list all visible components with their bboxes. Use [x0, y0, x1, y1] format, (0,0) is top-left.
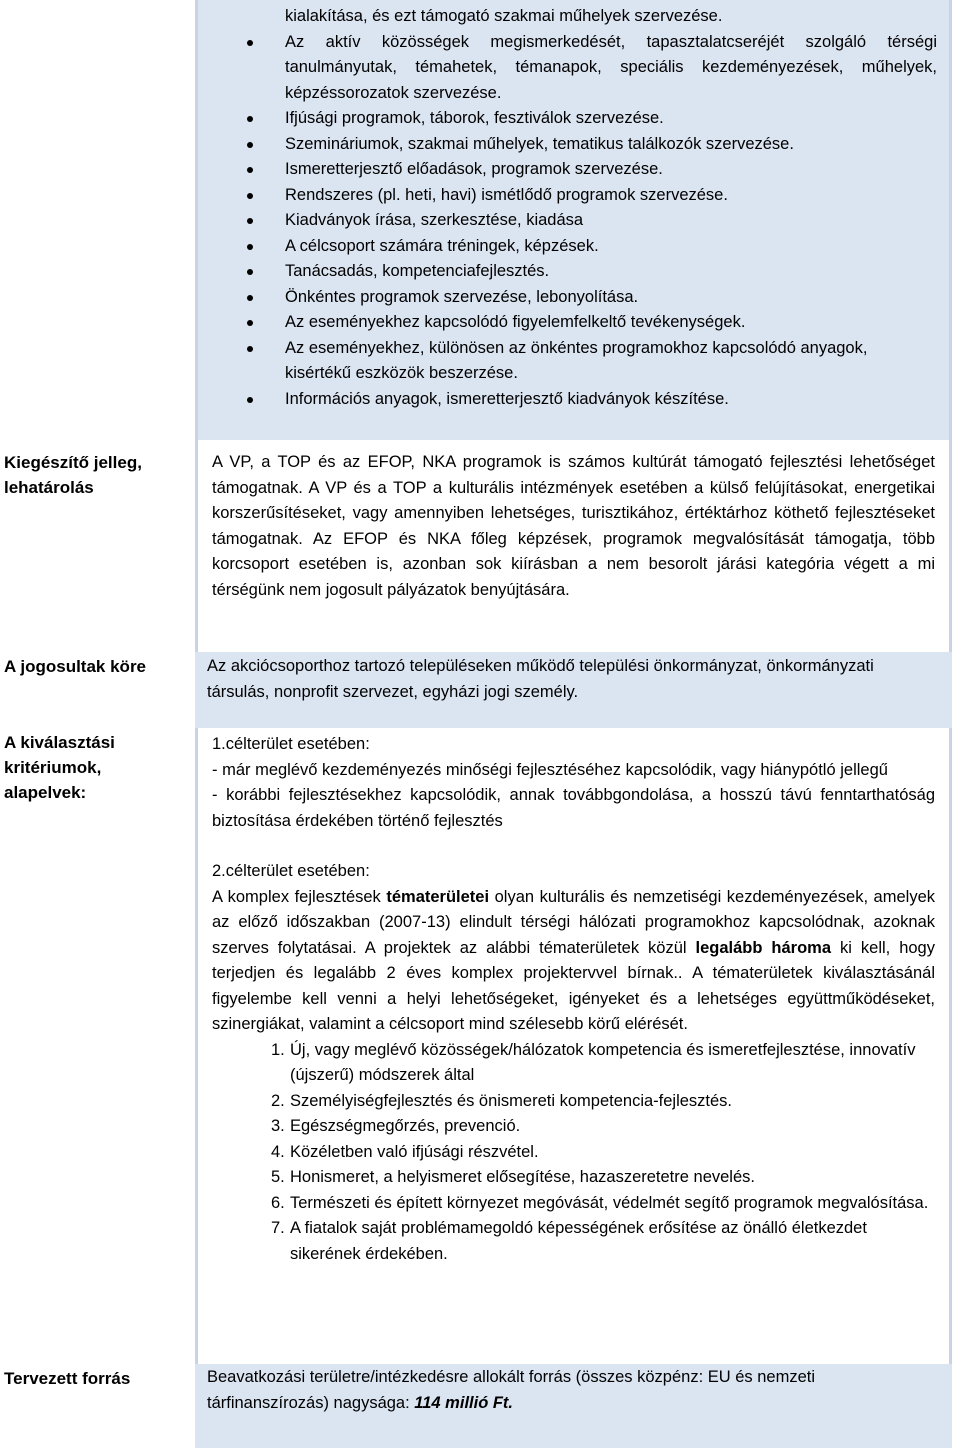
celterulet-1-item: - korábbi fejlesztésekhez kapcsolódik, annak továbbgondolása, a hosszú távú fenntarthatóság biztosítása érdekében történő fejlesztés: [212, 786, 935, 830]
list-item: [198, 1140, 935, 1166]
ct2-bold-a: tématerületei: [386, 887, 490, 906]
jogosultak-text: Az akciócsoporthoz tartozó településeken működő települési önkormányzat, önkormányzati társulás, nonprofit szervezet, egyházi jogi személy.: [207, 657, 874, 701]
continued-line: kialakítása, és ezt támogató szakmai műhelyek szervezése.: [285, 7, 723, 25]
celterulet-1-item: - már meglévő kezdeményezés minőségi fejlesztéséhez kapcsolódik, vagy hiánypótló jellegű: [212, 760, 888, 779]
forras-description: Beavatkozási területre/intézkedésre allokált forrás (összes közpénz: EU és nemzeti tárfinanszírozás) nagysága:: [207, 1368, 816, 1412]
theme-number: 6.: [271, 1193, 285, 1212]
theme-text: Közéletben való ifjúsági részvétel.: [290, 1142, 539, 1161]
theme-text: Új, vagy meglévő közösségek/hálózatok kompetencia és ismeretfejlesztése, innovatív (újszerű) módszerek által: [290, 1040, 916, 1084]
theme-number: 4.: [271, 1142, 285, 1161]
theme-text: Honismeret, a helyismeret elősegítése, hazaszeretetre nevelés.: [290, 1168, 755, 1186]
label-jogosultak: A jogosultak köre: [4, 657, 147, 676]
jogosultak-cell: [195, 652, 952, 728]
list-item: Információs anyagok, ismeretterjesztő kiadványok készítése.: [198, 387, 949, 413]
theme-text: Személyiségfejlesztés és önismereti kompetencia-fejlesztés.: [290, 1091, 733, 1110]
ct2-text-b: olyan kulturális és nemzetiségi kezdeményezések, amelyek az előző időszakban (2007-13) elindult térségi hálózati programokhoz kapcsolódnak, azoknak szerves folytatásai. A projektek az alábbi tématerületek közül: [212, 887, 935, 957]
ct2-text-c: ki kell, hogy terjedjen és legalább 2 éves komplex projektervvel bírnak.. A tématerületek kiválasztásánál figyelembe kell venni a helyi lehetőségeket, igényeket és a lehetséges együttműködéseket, szinergiákat, valamint a célcsoport mind szélesebb körű elérését.: [212, 938, 935, 1033]
list-item: Önkéntes programok szervezése, lebonyolítása.: [198, 285, 949, 311]
theme-number: 5.: [271, 1168, 285, 1186]
list-item: [198, 1038, 935, 1089]
list-item: Az eseményekhez, különösen az önkéntes programokhoz kapcsolódó anyagok, kisértékű eszközök beszerzése.: [198, 336, 949, 387]
list-item: [198, 1191, 935, 1217]
label-kiegeszito: Kiegészítő jelleg, lehatárolás: [4, 453, 142, 497]
themes-list: [198, 1038, 935, 1268]
activities-cell: [195, 0, 952, 440]
theme-text: A fiatalok saját problémamegoldó képességének erősítése az önálló életkezdet sikerének érdekében.: [290, 1219, 867, 1263]
list-item: [198, 1165, 935, 1191]
list-item: Az eseményekhez kapcsolódó figyelemfelkeltő tevékenységek.: [198, 310, 949, 336]
kiegeszito-text: A VP, a TOP és az EFOP, NKA programok is számos kultúrát támogató fejlesztési lehetőséget támogatnak. A VP és a TOP a kulturális intézmények esetében a külső felújításokat, energetikai korszerűsítéseket, vagy amennyiben lehetséges, turisztikához, értéktárhoz köthető fejlesztéseket támogatnak. Az EFOP és NKA főleg képzések, programok megvalósítását támogatja, több korcsoport esetében is, azonban sok kiírásban a nem besorolt járási kategória végett a mi térségünk nem jogosult pályázatok benyújtására.: [212, 453, 935, 599]
list-item: Szemináriumok, szakmai műhelyek, tematikus találkozók szervezése.: [198, 132, 949, 158]
list-item: Ifjúsági programok, táborok, fesztiválok szervezése.: [198, 106, 949, 132]
label-forras: Tervezett forrás: [4, 1369, 131, 1388]
list-item: Kiadványok írása, szerkesztése, kiadása: [198, 208, 949, 234]
forras-cell: [195, 1364, 952, 1448]
theme-number: 2.: [271, 1091, 285, 1110]
theme-text: Természeti és épített környezet megóvását, védelmét segítő programok megvalósítása.: [290, 1193, 929, 1212]
theme-number: 7.: [271, 1219, 285, 1237]
celterulet-2-paragraph: [212, 885, 935, 1038]
ct2-bold-b: legalább hároma: [695, 938, 832, 957]
celterulet-1-heading: 1.célterület esetében:: [212, 735, 370, 753]
list-item: Rendszeres (pl. heti, havi) ismétlődő programok szervezése.: [198, 183, 949, 209]
activities-list: [198, 30, 949, 413]
forras-text: [207, 1365, 938, 1416]
forras-amount: 114 millió Ft.: [414, 1393, 514, 1412]
list-item: [198, 1114, 935, 1140]
list-item: Tanácsadás, kompetenciafejlesztés.: [198, 259, 949, 285]
theme-number: 1.: [271, 1040, 285, 1059]
kivalasztasi-cell: [195, 728, 952, 1364]
ct2-text-a: A komplex fejlesztések: [212, 887, 381, 906]
list-item: A célcsoport számára tréningek, képzések.: [198, 234, 949, 260]
list-item: [198, 1089, 935, 1115]
list-item: [198, 1216, 935, 1267]
theme-number: 3.: [271, 1117, 285, 1135]
celterulet-2-heading: 2.célterület esetében:: [212, 862, 370, 880]
list-item: Az aktív közösségek megismerkedését, tapasztalatcseréjét szolgáló térségi tanulmányutak, témahetek, témanapok, speciális kezdeményezések, műhelyek, képzéssorozatok szervezése.: [198, 30, 949, 107]
label-kivalasztasi: A kiválasztási kritériumok, alapelvek:: [4, 733, 115, 802]
theme-text: Egészségmegőrzés, prevenció.: [290, 1117, 521, 1135]
kiegeszito-cell: [195, 440, 952, 652]
list-item: Ismeretterjesztő előadások, programok szervezése.: [198, 157, 949, 183]
